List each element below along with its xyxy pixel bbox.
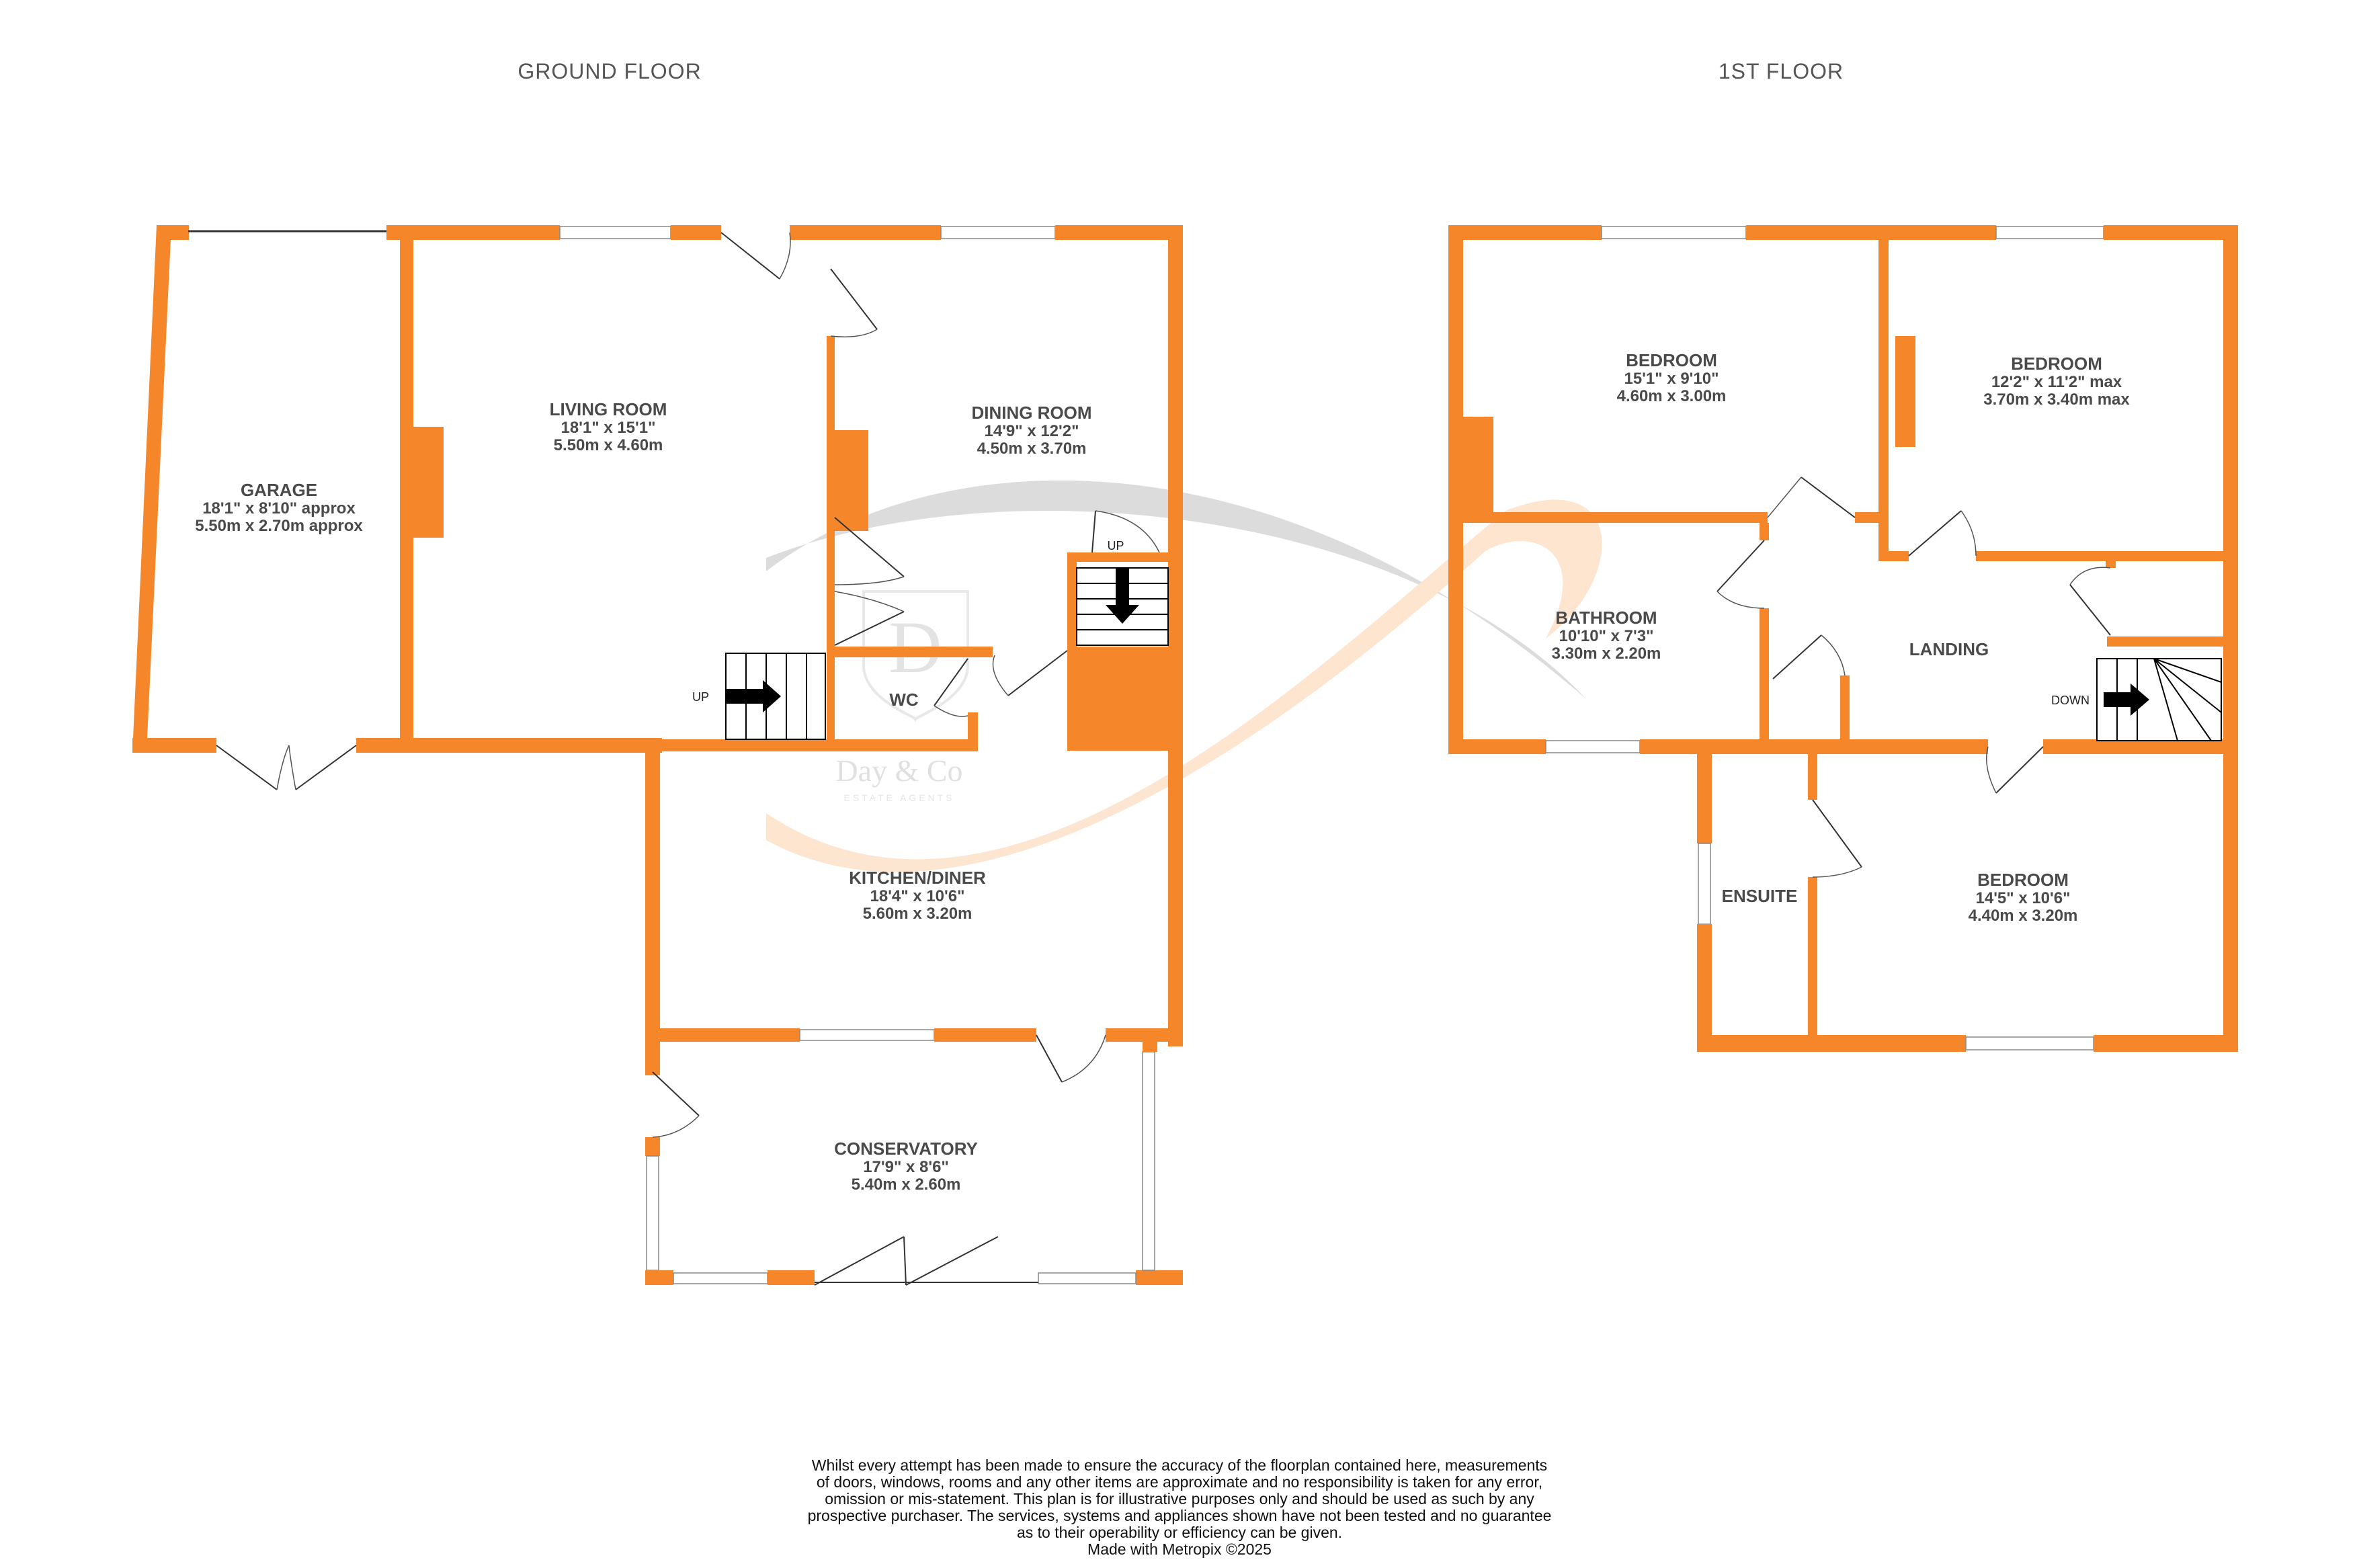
dining-room-name: DINING ROOM	[971, 403, 1092, 423]
stair-door-arc	[1095, 511, 1159, 552]
stair-door-leaf	[1092, 511, 1095, 552]
bedroom-2-dim-imperial: 12'2" x 11'2" max	[1991, 373, 2122, 391]
wc-right-wall	[968, 712, 978, 751]
bedroom-2-name: BEDROOM	[2011, 354, 2102, 374]
bathroom-dim-imperial: 10'10" x 7'3"	[1559, 627, 1654, 645]
watermark	[766, 481, 1602, 872]
disclaimer-line: as to their operability or efficiency can be given.	[1016, 1524, 1343, 1541]
garage-door-left-arc	[277, 745, 289, 790]
conservatory-bottom-window-right	[1038, 1273, 1136, 1284]
room-label-bathroom	[1552, 608, 1661, 663]
conservatory-side-door-leaf	[653, 1072, 699, 1116]
bedroom-1-name: BEDROOM	[1626, 350, 1717, 370]
bedroom2-door-leaf	[1909, 511, 1961, 556]
airing-cupboard-bottom	[2107, 636, 2238, 647]
airing-cupboard-door-leaf	[2070, 585, 2110, 635]
wc-name: WC	[889, 690, 919, 710]
ensuite-bedroom3-partition-top	[1808, 753, 1817, 800]
garage-door-right-leaf	[296, 745, 356, 790]
conservatory-name: CONSERVATORY	[834, 1139, 978, 1159]
living-window	[560, 226, 671, 239]
dining-chimney	[827, 430, 868, 531]
room-label-living-room	[550, 399, 667, 454]
disclaimer	[773, 1457, 1586, 1558]
ensuite-window	[1698, 843, 1710, 924]
conservatory-bottom-wall-a	[645, 1270, 673, 1285]
bathroom-window	[1546, 741, 1640, 753]
wc-bottom-wall	[662, 739, 978, 751]
room-label-dining-room	[971, 403, 1091, 458]
landing-cupboard-door-arc	[1821, 635, 1845, 675]
landing-cupboard-wall	[1840, 675, 1850, 754]
first-stair-down-label: DOWN	[2051, 694, 2090, 707]
garage-door-right-arc	[289, 745, 296, 790]
room-label-bedroom-1	[1617, 350, 1727, 405]
ensuite-left-wall-top	[1697, 739, 1712, 843]
conservatory-side-door-arc	[653, 1116, 699, 1137]
bathroom-right-wall	[1760, 608, 1769, 753]
living-room-stairs	[692, 653, 825, 739]
garage-door-left-leaf	[216, 745, 277, 790]
garage-living-partition	[400, 225, 413, 753]
room-label-kitchen-diner	[849, 868, 986, 923]
bedroom1-door-leaf	[1801, 477, 1855, 518]
living-stair-up-label: UP	[692, 690, 710, 704]
conservatory-left-wall-top	[645, 1042, 660, 1072]
dining-stair-block-top	[1067, 552, 1168, 562]
front-door-arc	[780, 233, 790, 279]
under-stair-cupboard	[1067, 647, 1168, 751]
watermark-brand: Day & Co	[835, 753, 963, 788]
kitchen-window	[800, 1030, 934, 1040]
bedroom2-door-arc	[1961, 511, 1976, 556]
bedroom-1-dim-imperial: 15'1" x 9'10"	[1624, 370, 1719, 388]
conservatory-bottom-window-left	[673, 1273, 768, 1284]
bathroom-right-wall-top	[1760, 523, 1769, 540]
ensuite-door-arc	[1813, 867, 1862, 877]
room-label-garage	[195, 480, 363, 535]
ground-right-wall	[1168, 225, 1183, 1046]
garage-top-wall-left	[157, 225, 189, 240]
ground-floor-title: GROUND FLOOR	[518, 59, 702, 83]
bathroom-name: BATHROOM	[1555, 608, 1657, 628]
metropix-credit: Made with Metropix ©2025	[1087, 1540, 1272, 1558]
bedroom3-window	[1966, 1037, 2094, 1050]
disclaimer-line: of doors, windows, rooms and any other items are approximate and no responsibility is taken for any error,	[816, 1473, 1543, 1491]
dining-top-wall-b	[1055, 225, 1182, 240]
airing-cupboard-door-arc	[2070, 567, 2110, 585]
bathroom-door-leaf	[1717, 540, 1764, 591]
first-floor-doors	[1717, 477, 2110, 877]
kitchen-left-wall	[645, 739, 660, 1075]
dining-stair-block-side	[1067, 552, 1077, 653]
ensuite-bedroom3-partition	[1808, 877, 1817, 1052]
bedroom-1-dim-metric: 4.60m x 3.00m	[1616, 387, 1727, 405]
garage-left-wall	[132, 225, 171, 753]
front-door-leaf	[721, 233, 780, 279]
garage-bottom-wall-left	[132, 738, 216, 753]
living-room-dim-metric: 5.50m x 4.60m	[553, 436, 663, 454]
ground-floor-doors	[216, 233, 1159, 1285]
kitchen-conservatory-door-leaf	[1036, 1035, 1062, 1082]
first-bottom-wall-d	[1697, 1035, 1966, 1052]
bedroom1-bedroom2-partition	[1878, 225, 1889, 470]
ensuite-name: ENSUITE	[1721, 886, 1798, 906]
under-stair-door-leaf	[1008, 651, 1067, 696]
bifold-door-leaf-2	[904, 1237, 906, 1285]
bifold-door-leaf-1	[815, 1237, 904, 1285]
first-floor-stairs	[2051, 659, 2221, 741]
living-room-dim-imperial: 18'1" x 15'1"	[561, 419, 656, 437]
dining-room-dim-metric: 4.50m x 3.70m	[977, 440, 1087, 458]
bedroom-3-dim-metric: 4.40m x 3.20m	[1968, 907, 2078, 925]
bathroom-door-arc	[1717, 591, 1764, 608]
garage-dim-metric: 5.50m x 2.70m approx	[195, 517, 363, 535]
bedroom1-door-arc	[1768, 477, 1801, 518]
garage-name: GARAGE	[240, 480, 318, 500]
disclaimer-line: prospective purchaser. The services, systems and appliances shown have not been tested and no guarantee	[807, 1507, 1552, 1524]
bedroom2-chimney	[1895, 336, 1915, 447]
first-bottom-wall-b	[1640, 739, 1988, 754]
bathroom-dim-metric: 3.30m x 2.20m	[1551, 645, 1661, 663]
dining-door-leaf	[831, 269, 877, 329]
room-label-conservatory	[834, 1139, 978, 1194]
disclaimer-line: Whilst every attempt has been made to ensure the accuracy of the floorplan contained here, measurements	[811, 1456, 1548, 1474]
living-dining-partition-lower	[827, 531, 835, 746]
dining-top-wall-a	[790, 225, 941, 240]
kitchen-diner-dim-imperial: 18'4" x 10'6"	[870, 887, 965, 905]
dining-door-arc	[831, 329, 877, 337]
under-stair-door-arc	[993, 655, 1009, 696]
bedroom-3-dim-imperial: 14'5" x 10'6"	[1975, 889, 2071, 907]
living-room-name: LIVING ROOM	[549, 399, 667, 419]
room-label-bedroom-2	[1983, 354, 2130, 409]
room-label-bedroom-3	[1969, 870, 2078, 925]
watermark-tagline: ESTATE AGENTS	[843, 792, 955, 803]
airing-cupboard-wall	[2106, 551, 2116, 568]
first-bottom-wall-e	[2094, 1035, 2238, 1052]
bedroom-2-dim-metric: 3.70m x 3.40m max	[1983, 390, 2130, 409]
bedroom2-window	[1996, 226, 2104, 239]
bedroom1-bottom-wall	[1448, 512, 1768, 523]
living-dining-door-arc-1	[835, 577, 904, 585]
wc-door-arc	[934, 706, 968, 716]
kitchen-conservatory-door-arc	[1062, 1035, 1106, 1082]
conservatory-right-window	[1143, 1052, 1155, 1270]
living-dining-partition-upper	[827, 336, 835, 430]
disclaimer-line: omission or mis-statement. This plan is for illustrative purposes only and should be used as such by any	[825, 1490, 1534, 1508]
ensuite-door-leaf	[1813, 800, 1862, 867]
living-top-wall-a	[386, 225, 560, 240]
ensuite-left-wall-bottom	[1697, 924, 1712, 1052]
dining-window	[941, 226, 1055, 239]
bedroom-3-name: BEDROOM	[1977, 870, 2069, 890]
garage-dim-imperial: 18'1" x 8'10" approx	[202, 499, 356, 518]
conservatory-left-window	[647, 1156, 659, 1270]
conservatory-dim-metric: 5.40m x 2.60m	[851, 1175, 961, 1194]
first-top-wall-a	[1448, 225, 1602, 240]
first-floor-title: 1ST FLOOR	[1718, 59, 1844, 83]
kitchen-diner-dim-metric: 5.60m x 3.20m	[862, 905, 973, 923]
bifold-door-leaf-3	[906, 1237, 998, 1285]
first-top-wall-c	[2104, 225, 2238, 240]
conservatory-bottom-wall-b	[768, 1270, 815, 1285]
bedroom2-bottom-wall-a	[1878, 551, 1909, 561]
first-bottom-wall-c	[2043, 739, 2238, 754]
conservatory-left-wall-mid	[645, 1137, 660, 1156]
wc-top-wall	[835, 647, 993, 657]
kitchen-diner-name: KITCHEN/DINER	[849, 868, 986, 888]
living-chimney	[413, 427, 444, 538]
bedroom3-door-leaf	[1996, 747, 2043, 793]
conservatory-right-post	[1143, 1028, 1157, 1052]
kitchen-bottom-wall-b	[934, 1028, 1036, 1042]
dining-room-dim-imperial: 14'9" x 12'2"	[984, 422, 1079, 440]
first-bottom-wall-a	[1448, 739, 1546, 754]
conservatory-dim-imperial: 17'9" x 8'6"	[863, 1158, 949, 1176]
bedroom1-chimney	[1463, 417, 1493, 518]
living-top-wall-b	[671, 225, 721, 240]
bedroom1-window	[1602, 226, 1746, 239]
first-left-wall	[1448, 225, 1463, 753]
dining-stair-up-label: UP	[1107, 539, 1124, 552]
landing-cupboard-door-leaf	[1773, 635, 1821, 679]
landing-name: LANDING	[1909, 639, 1989, 659]
first-top-wall-b	[1746, 225, 1996, 240]
bedroom2-right-wall	[1878, 464, 1889, 558]
conservatory-bottom-wall-c	[1136, 1270, 1183, 1285]
kitchen-bottom-wall-a	[645, 1028, 800, 1042]
